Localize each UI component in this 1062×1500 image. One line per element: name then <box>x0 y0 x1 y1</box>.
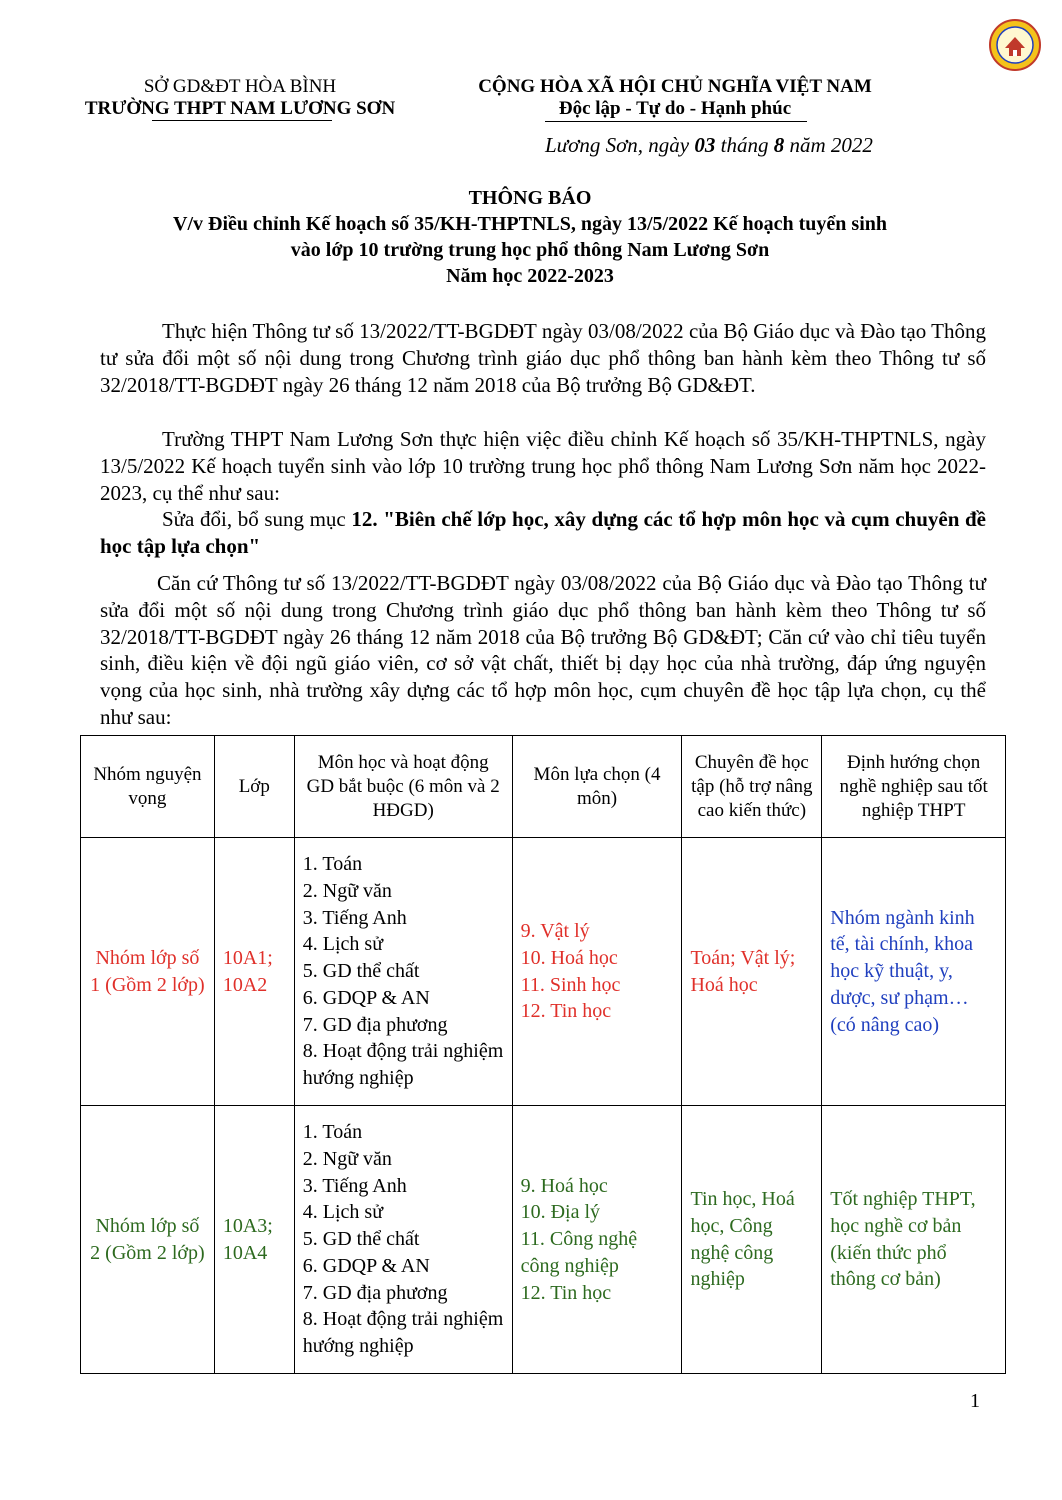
list-item: 10. Địa lý <box>520 1201 601 1224</box>
list-item: 4. Lịch sử <box>302 933 384 956</box>
document-subject-2: vào lớp 10 trường trung học phổ thông Nam Lương Sơn <box>290 239 770 261</box>
header-mandatory: Môn học và hoạt động GD bắt buộc (6 môn và 2 HĐGD) <box>294 736 512 838</box>
list-item: 12. Tin học <box>520 1000 612 1023</box>
header-class: Lớp <box>214 736 294 838</box>
list-item: 2. Ngữ văn <box>302 879 392 902</box>
page-number: 1 <box>970 1390 980 1412</box>
group-cell: Nhóm lớp số 2 (Gồm 2 lớp) <box>81 1106 215 1374</box>
list-item: 8. Hoạt động trải nghiệm hướng nghiệp <box>302 1308 504 1358</box>
list-item: 12. Tin học <box>520 1281 612 1304</box>
date-line: Lương Sơn, ngày 03 tháng 8 năm 2022 <box>545 133 873 157</box>
school-emblem-icon <box>988 18 1042 72</box>
issuer-underline <box>152 120 332 121</box>
list-item: 8. Hoạt động trải nghiệm hướng nghiệp <box>302 1040 504 1090</box>
header-electives: Môn lựa chọn (4 môn) <box>512 736 682 838</box>
class-cell: 10A3; 10A4 <box>214 1106 294 1374</box>
list-item: 3. Tiếng Anh <box>302 906 407 929</box>
paragraph-1: Thực hiện Thông tư số 13/2022/TT-BGDĐT ngày 03/08/2022 của Bộ Giáo dục và Đào tạo Thông tư sửa đổi một số nội dung trong Chương trình giáo dục phổ thông ban hành kèm theo Thông tư số 32/2018/TT-BGDĐT ngày 26 tháng 12 năm 2018 của Bộ trưởng Bộ GD&ĐT. <box>100 319 986 397</box>
national-motto: Độc lập - Tự do - Hạnh phúc <box>558 98 792 119</box>
group-cell: Nhóm lớp số 1 (Gồm 2 lớp) <box>81 838 215 1106</box>
header-career: Định hướng chọn nghề nghiệp sau tốt nghiệp THPT <box>822 736 1006 838</box>
mandatory-cell <box>294 838 512 1106</box>
document-type: THÔNG BÁO <box>468 187 592 209</box>
list-item: 9. Vật lý <box>520 919 590 942</box>
table-row <box>81 838 1006 1106</box>
topics-cell: Toán; Vật lý; Hoá học <box>682 838 822 1106</box>
paragraph-2: Trường THPT Nam Lương Sơn thực hiện việc điều chỉnh Kế hoạch số 35/KH-THPTNLS, ngày 13/5/2022 Kế hoạch tuyển sinh vào lớp 10 trường trung học phổ thông Nam Lương Sơn năm học 2022-2023, cụ thể như sau: <box>100 427 986 505</box>
list-item: 9. Hoá học <box>520 1174 608 1197</box>
list-item: 1. Toán <box>302 852 363 875</box>
electives-cell <box>512 838 682 1106</box>
mandatory-cell <box>294 1106 512 1374</box>
list-item: 5. GD thể chất <box>302 1228 420 1251</box>
list-item: 4. Lịch sử <box>302 1201 384 1224</box>
national-title: CỘNG HÒA XÃ HỘI CHỦ NGHĨA VIỆT NAM <box>478 76 872 97</box>
list-item: 7. GD địa phương <box>302 1281 448 1304</box>
table-row <box>81 1106 1006 1374</box>
list-item: 11. Sinh học <box>520 973 621 996</box>
list-item: 5. GD thể chất <box>302 960 420 983</box>
issuer-department: SỞ GD&ĐT HÒA BÌNH <box>143 76 337 97</box>
header-group: Nhóm nguyện vọng <box>81 736 215 838</box>
list-item: 2. Ngữ văn <box>302 1147 392 1170</box>
issuer-school: TRƯỜNG THPT NAM LƯƠNG SƠN <box>84 98 396 119</box>
electives-cell <box>512 1106 682 1374</box>
motto-underline <box>545 121 807 122</box>
career-cell: Nhóm ngành kinh tế, tài chính, khoa học kỹ thuật, y, dược, sư phạm… (có nâng cao) <box>822 838 1006 1106</box>
table-header-row <box>81 736 1006 838</box>
document-year: Năm học 2022-2023 <box>446 265 614 287</box>
career-cell: Tốt nghiệp THPT, học nghề cơ bản (kiến thức phổ thông cơ bản) <box>822 1106 1006 1374</box>
paragraph-4: Căn cứ Thông tư số 13/2022/TT-BGDĐT ngày 03/08/2022 của Bộ Giáo dục và Đào tạo Thông tư sửa đổi một số nội dung trong Chương trình giáo dục phổ thông ban hành kèm theo Thông tư số 32/2018/TT-BGDĐT ngày 26 tháng 12 năm 2018 của Bộ trưởng Bộ GD&ĐT; Căn cứ vào chỉ tiêu tuyển sinh, điều kiện về đội ngũ giáo viên, cơ sở vật chất, thiết bị dạy học của nhà trường, đáp ứng nguyện vọng của học sinh, nhà trường xây dựng các tổ hợp môn học, cụm chuyên đề học tập lựa chọn, cụ thể như sau: <box>100 571 986 729</box>
list-item: 6. GDQP & AN <box>302 1254 430 1277</box>
paragraph-3: Sửa đổi, bổ sung mục 12. "Biên chế lớp học, xây dựng các tổ hợp môn học và cụm chuyên đề học tập lựa chọn" <box>100 507 986 558</box>
document-subject-1: V/v Điều chỉnh Kế hoạch số 35/KH-THPTNLS, ngày 13/5/2022 Kế hoạch tuyển sinh <box>173 213 887 235</box>
issuer-block <box>40 76 440 120</box>
header-topics: Chuyên đề học tập (hỗ trợ nâng cao kiến thức) <box>682 736 822 838</box>
document-title-block <box>80 185 980 289</box>
list-item: 6. GDQP & AN <box>302 986 430 1009</box>
class-cell: 10A1; 10A2 <box>214 838 294 1106</box>
list-item: 10. Hoá học <box>520 946 618 969</box>
list-item: 3. Tiếng Anh <box>302 1174 407 1197</box>
subject-plan-table <box>80 735 1006 1374</box>
list-item: 11. Công nghệ công nghiệp <box>520 1228 638 1277</box>
list-item: 7. GD địa phương <box>302 1013 448 1036</box>
national-motto-block <box>440 76 910 120</box>
list-item: 1. Toán <box>302 1120 363 1143</box>
topics-cell: Tin học, Hoá học, Công nghệ công nghiệp <box>682 1106 822 1374</box>
